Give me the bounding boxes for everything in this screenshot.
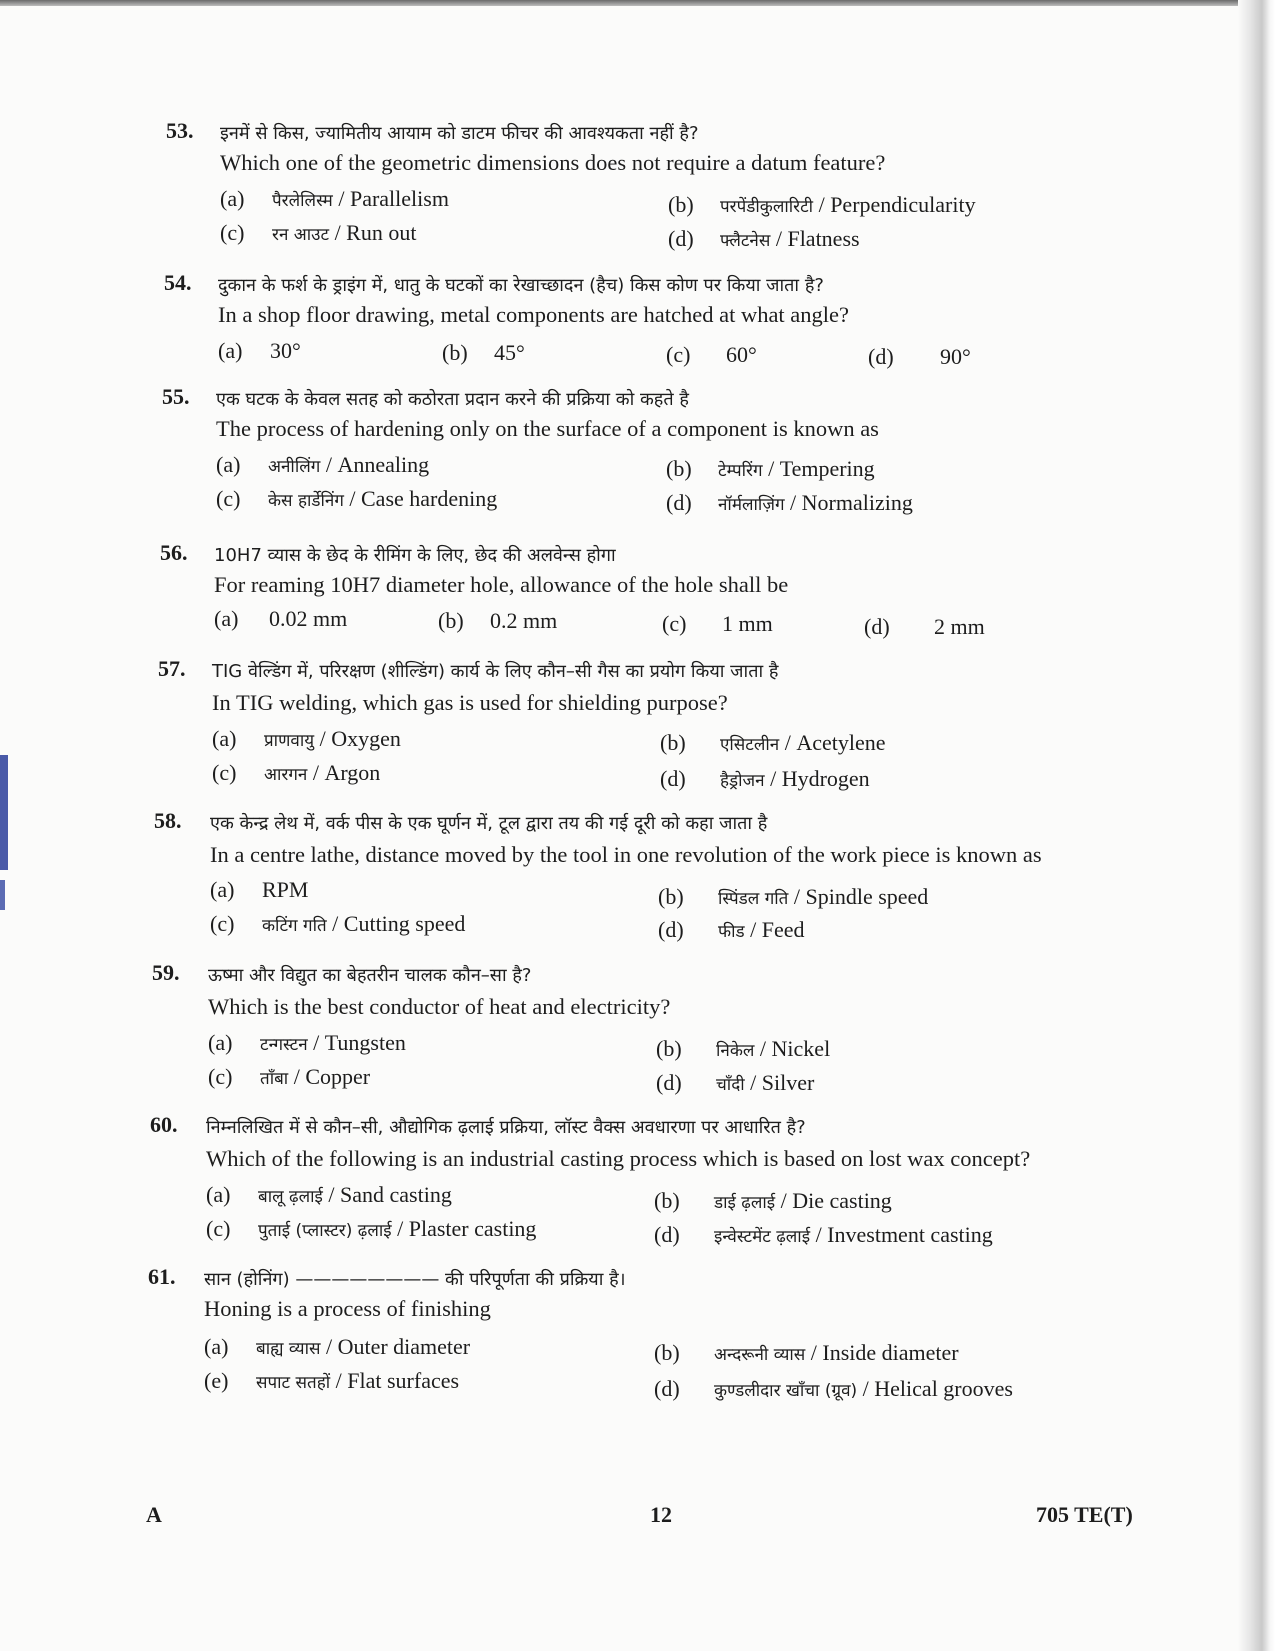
- option-c: (c) रन आउट / Run out: [220, 220, 417, 245]
- question-text-hindi: एक घटक के केवल सतह को कठोरता प्रदान करने की प्रक्रिया को कहते है: [216, 389, 689, 410]
- question-text-hindi: इनमें से किस, ज्यामितीय आयाम को डाटम फीचर की आवश्यकता नहीं है?: [220, 123, 699, 144]
- question-number: 54.: [164, 270, 192, 295]
- question-text-english: Which is the best conductor of heat and electricity?: [208, 994, 671, 1019]
- option-d: (d) इन्वेस्टमेंट ढ़लाई / Investment casting: [654, 1222, 993, 1247]
- option-c: (c) कटिंग गति / Cutting speed: [210, 911, 466, 936]
- option-b: (b) 0.2 mm: [438, 608, 558, 633]
- option-b: (b) परपेंडीकुलारिटी / Perpendicularity: [668, 192, 976, 217]
- option-b: (b) अन्दरूनी व्यास / Inside diameter: [654, 1340, 959, 1365]
- question-number: 56.: [160, 540, 188, 565]
- option-a: (a) 30°: [218, 338, 301, 363]
- option-c: (c) पुताई (प्लास्टर) ढ़लाई / Plaster casting: [206, 1216, 537, 1241]
- series-code: A: [146, 1502, 162, 1527]
- option-a: (a) 0.02 mm: [214, 606, 348, 631]
- option-b: (b) स्पिंडल गति / Spindle speed: [658, 884, 929, 909]
- option-d: (d) हैड्रोजन / Hydrogen: [660, 766, 870, 791]
- option-c: (c) 1 mm: [662, 611, 773, 636]
- option-d: (d) 2 mm: [864, 614, 985, 639]
- option-d: (d) नॉर्मलाज़िंग / Normalizing: [666, 490, 913, 515]
- question-number: 58.: [154, 808, 182, 833]
- question-number: 57.: [158, 656, 186, 681]
- option-d: (d) फीड / Feed: [658, 917, 805, 942]
- option-c: (c) केस हार्डेनिंग / Case hardening: [216, 486, 498, 511]
- option-a: (a) बाह्य व्यास / Outer diameter: [204, 1334, 471, 1359]
- question-text-hindi: दुकान के फर्श के ड्राइंग में, धातु के घटकों का रेखाच्छादन (हैच) किस कोण पर किया जाता है?: [218, 275, 824, 296]
- option-d: (d) चाँदी / Silver: [656, 1070, 815, 1095]
- option-b: (b) डाई ढ़लाई / Die casting: [654, 1188, 892, 1213]
- scan-top-edge: [0, 0, 1275, 6]
- question-number: 55.: [162, 384, 190, 409]
- question-text-hindi: 10H7 व्यास के छेद के रीमिंग के लिए, छेद की अलवेन्स होगा: [214, 545, 616, 566]
- option-a: (a) टन्गस्टन / Tungsten: [208, 1030, 406, 1055]
- question-number: 60.: [150, 1112, 178, 1137]
- option-c: (e) सपाट सतहों / Flat surfaces: [204, 1368, 460, 1393]
- option-a: (a) पैरलेलिस्म / Parallelism: [220, 186, 449, 211]
- paper-code: 705 TE(T): [1036, 1502, 1133, 1527]
- option-a: (a) अनीलिंग / Annealing: [216, 452, 430, 477]
- option-d: (d) फ्लैटनेस / Flatness: [668, 226, 860, 251]
- question-text-english: In a shop floor drawing, metal components are hatched at what angle?: [218, 302, 850, 327]
- question-number: 53.: [166, 118, 194, 143]
- question-text-hindi: एक केन्द्र लेथ में, वर्क पीस के एक घूर्णन में, टूल द्वारा तय की गई दूरी को कहा जाता है: [210, 813, 768, 834]
- question-text-english: Which one of the geometric dimensions does not require a datum feature?: [220, 150, 886, 175]
- option-d: (d) कुण्डलीदार खाँचा (ग्रूव) / Helical grooves: [654, 1376, 1013, 1401]
- option-d: (d) 90°: [868, 344, 971, 369]
- option-c: (c) 60°: [666, 342, 757, 367]
- question-text-hindi: निम्नलिखित में से कौन–सी, औद्योगिक ढ़लाई प्रक्रिया, लॉस्ट वैक्स अवधारणा पर आधारित है?: [206, 1117, 806, 1138]
- question-text-hindi: TIG वेल्डिंग में, परिरक्षण (शील्डिंग) कार्य के लिए कौन–सी गैस का प्रयोग किया जाता है: [212, 661, 779, 682]
- option-c: (c) ताँबा / Copper: [208, 1064, 371, 1089]
- page-number: 12: [650, 1502, 672, 1527]
- option-a: (a) RPM: [210, 877, 309, 902]
- question-number: 59.: [152, 960, 180, 985]
- question-number: 61.: [148, 1264, 176, 1289]
- question-text-english: In a centre lathe, distance moved by the tool in one revolution of the work piece is known as: [210, 842, 1042, 867]
- option-b: (b) निकेल / Nickel: [656, 1036, 831, 1061]
- option-a: (a) प्राणवायु / Oxygen: [212, 726, 401, 751]
- question-text-english: Which of the following is an industrial casting process which is based on lost wax concept?: [206, 1146, 1031, 1171]
- question-text-hindi: सान (होनिंग) ———————— की परिपूर्णता की प्रक्रिया है।: [204, 1269, 626, 1290]
- question-text-hindi: ऊष्मा और विद्युत का बेहतरीन चालक कौन–सा है?: [208, 965, 532, 986]
- question-text-english: For reaming 10H7 diameter hole, allowance of the hole shall be: [214, 572, 789, 597]
- binding-tab-mark: [0, 755, 8, 870]
- question-text-english: The process of hardening only on the surface of a component is known as: [216, 416, 879, 441]
- option-b: (b) टेम्परिंग / Tempering: [666, 456, 875, 481]
- option-b: (b) एसिटलीन / Acetylene: [660, 730, 886, 755]
- scan-right-edge: [1238, 0, 1275, 1651]
- binding-tab-mark: [0, 880, 5, 910]
- option-a: (a) बालू ढ़लाई / Sand casting: [206, 1182, 452, 1207]
- option-c: (c) आरगन / Argon: [212, 760, 381, 785]
- question-text-english: Honing is a process of finishing: [204, 1296, 491, 1321]
- question-text-english: In TIG welding, which gas is used for shielding purpose?: [212, 690, 728, 715]
- option-b: (b) 45°: [442, 340, 525, 365]
